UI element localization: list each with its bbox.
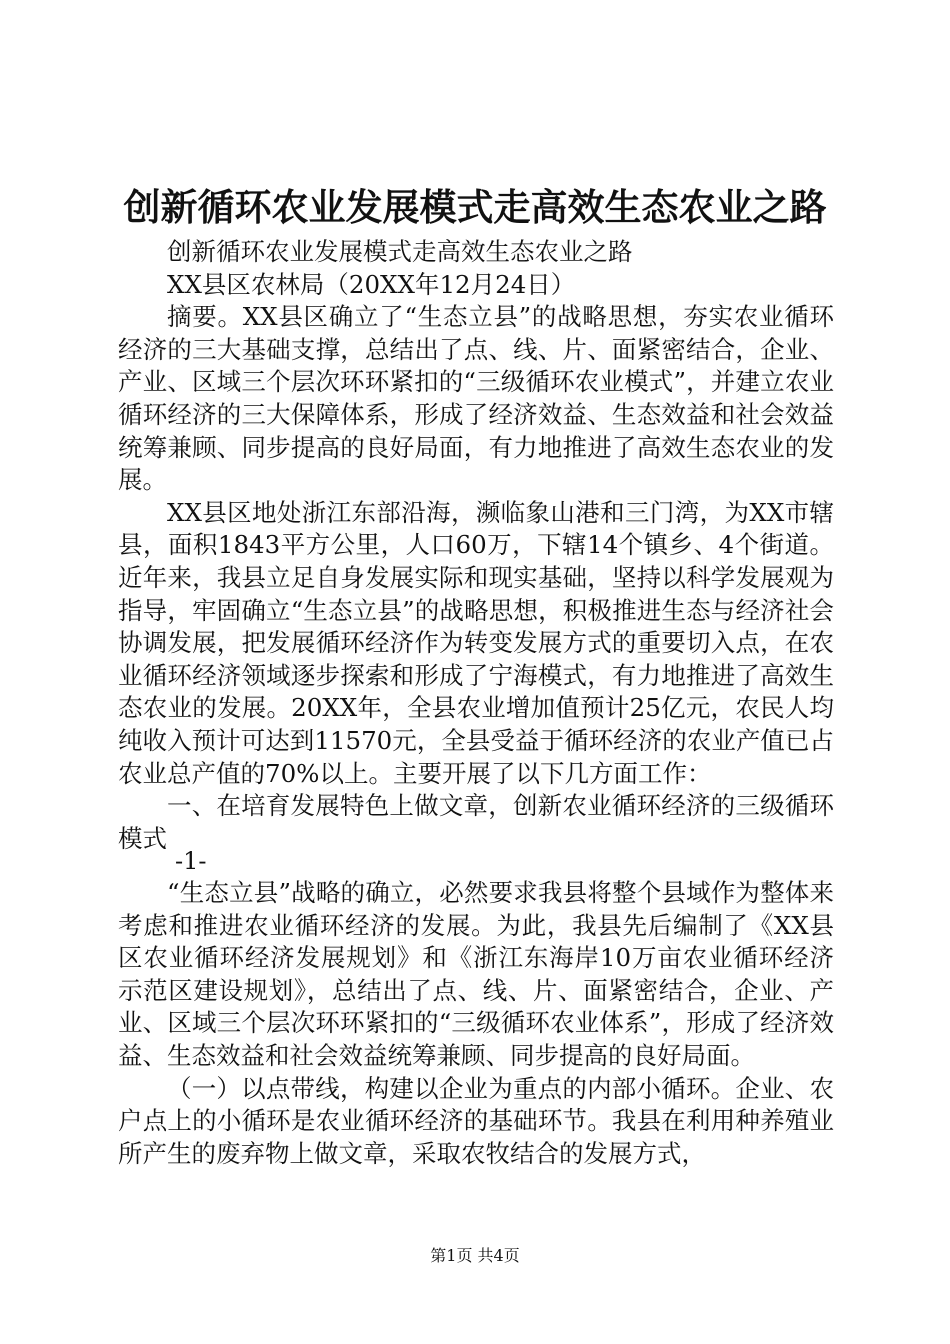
paragraph-strategy: “生态立县”战略的确立，必然要求我县将整个县域作为整体来考虑和推进农业循环经济的发展。为此，我县先后编制了《XX县区农业循环经济发展规划》和《浙江东海岸10万亩农业循环经济示范区建设规划》，总结出了点、线、片、面紧密结合，企业、产业、区域三个层次环环紧扣的“三级循环农业体系”，形成了经济效益、生态效益和社会效益统筹兼顾、同步提高的良好局面。 <box>118 878 834 1070</box>
paragraph-intro: XX县区地处浙江东部沿海，濒临象山港和三门湾，为XX市辖县，面积1843平方公里，人口60万，下辖14个镇乡、4个街道。近年来，我县立足自身发展实际和现实基础，坚持以科学发展观为指导，牢固确立“生态立县”的战略思想，积极推进生态与经济社会协调发展，把发展循环经济作为转变发展方式的重要切入点，在农业循环经济领域逐步探索和形成了宁海模式，有力地推进了高效生态农业的发展。20XX年，全县农业增加值预计25亿元，农民人均纯收入预计可达到11570元，全县受益于循环经济的农业产值已占农业总产值的70%以上。主要开展了以下几方面工作： <box>118 497 834 788</box>
page-marker: -1- <box>175 847 207 875</box>
page-footer: 第1页 共4页 <box>430 1246 520 1265</box>
paragraph-subsection-1: （一）以点带线，构建以企业为重点的内部小循环。企业、农户点上的小循环是农业循环经济的基础环节。我县在利用种养殖业所产生的废弃物上做文章，采取农牧结合的发展方式， <box>118 1073 834 1168</box>
document-title: 创新循环农业发展模式走高效生态农业之路 <box>123 185 827 229</box>
document-body-bottom <box>118 877 834 1170</box>
subtitle-line: 创新循环农业发展模式走高效生态农业之路 <box>167 237 633 266</box>
document-body-top <box>118 236 834 855</box>
paragraph-abstract: 摘要。XX县区确立了“生态立县”的战略思想，夯实农业循环经济的三大基础支撑，总结出了点、线、片、面紧密结合，企业、产业、区域三个层次环环紧扣的“三级循环农业模式”，并建立农业循环经济的三大保障体系，形成了经济效益、生态效益和社会效益统筹兼顾、同步提高的良好局面，有力地推进了高效生态农业的发展。 <box>118 302 834 495</box>
section-heading-1: 一、在培育发展特色上做文章，创新农业循环经济的三级循环模式 <box>118 791 834 853</box>
byline: XX县区农林局（20XX年12月24日） <box>167 269 576 299</box>
